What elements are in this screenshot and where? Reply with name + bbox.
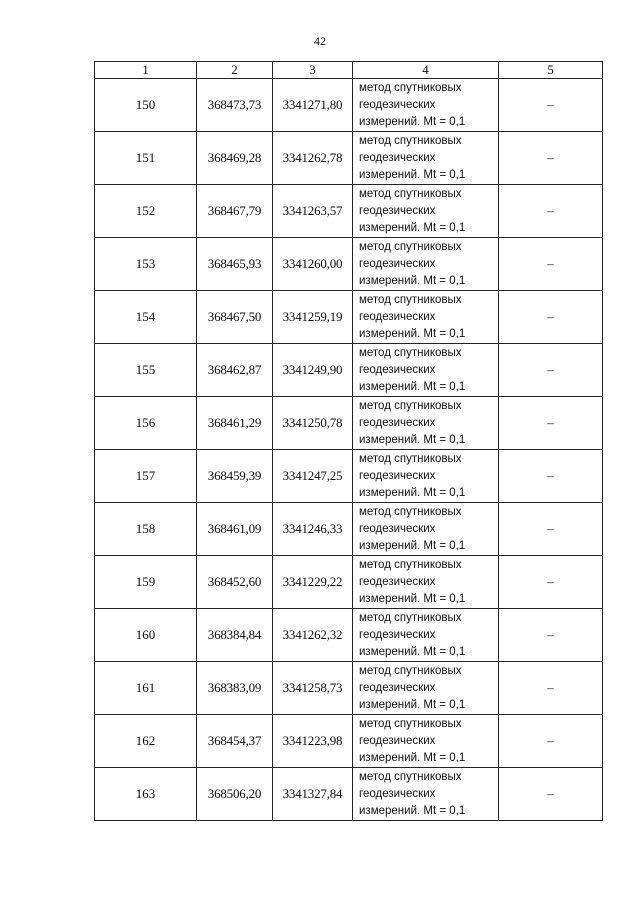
- table-row: [95, 556, 603, 609]
- method-cell: [353, 450, 499, 503]
- method-line: геодезических: [359, 522, 436, 535]
- x-coordinate-cell: 368384,84: [197, 609, 273, 662]
- method-cell: [353, 662, 499, 715]
- point-number-cell: 151: [95, 132, 197, 185]
- x-coordinate-cell: 368452,60: [197, 556, 273, 609]
- point-number-cell: 153: [95, 238, 197, 291]
- column-header-4: 4: [353, 62, 499, 79]
- point-number-cell: 163: [95, 768, 197, 821]
- column-header-5: 5: [499, 62, 603, 79]
- method-cell: [353, 397, 499, 450]
- method-line: измерений. Mt = 0,1: [359, 592, 466, 605]
- y-coordinate-cell: 3341327,84: [273, 768, 353, 821]
- x-coordinate-cell: 368467,79: [197, 185, 273, 238]
- table-row: [95, 715, 603, 768]
- table-row: [95, 238, 603, 291]
- method-line: метод спутниковых: [359, 452, 462, 465]
- table-row: [95, 185, 603, 238]
- page-number: 42: [314, 34, 326, 48]
- note-cell: –: [499, 556, 603, 609]
- y-coordinate-cell: 3341259,19: [273, 291, 353, 344]
- table-header-row: [95, 62, 603, 79]
- method-cell: [353, 79, 499, 132]
- column-header-3: 3: [273, 62, 353, 79]
- table-row: [95, 768, 603, 821]
- method-line: геодезических: [359, 98, 436, 111]
- point-number-cell: 160: [95, 609, 197, 662]
- method-line: измерений. Mt = 0,1: [359, 486, 466, 499]
- note-cell: –: [499, 397, 603, 450]
- method-line: метод спутниковых: [359, 611, 462, 624]
- method-line: геодезических: [359, 469, 436, 482]
- y-coordinate-cell: 3341262,32: [273, 609, 353, 662]
- x-coordinate-cell: 368465,93: [197, 238, 273, 291]
- table-row: [95, 79, 603, 132]
- method-line: геодезических: [359, 734, 436, 747]
- note-cell: –: [499, 768, 603, 821]
- y-coordinate-cell: 3341223,98: [273, 715, 353, 768]
- table-row: [95, 291, 603, 344]
- x-coordinate-cell: 368462,87: [197, 344, 273, 397]
- method-line: метод спутниковых: [359, 134, 462, 147]
- x-coordinate-cell: 368473,73: [197, 79, 273, 132]
- method-line: геодезических: [359, 151, 436, 164]
- y-coordinate-cell: 3341271,80: [273, 79, 353, 132]
- point-number-cell: 152: [95, 185, 197, 238]
- method-line: метод спутниковых: [359, 81, 462, 94]
- note-cell: –: [499, 185, 603, 238]
- point-number-cell: 162: [95, 715, 197, 768]
- method-line: измерений. Mt = 0,1: [359, 804, 466, 817]
- method-line: геодезических: [359, 787, 436, 800]
- method-cell: [353, 238, 499, 291]
- x-coordinate-cell: 368467,50: [197, 291, 273, 344]
- x-coordinate-cell: 368459,39: [197, 450, 273, 503]
- method-line: измерений. Mt = 0,1: [359, 751, 466, 764]
- method-line: измерений. Mt = 0,1: [359, 274, 466, 287]
- method-line: геодезических: [359, 681, 436, 694]
- method-line: метод спутниковых: [359, 770, 462, 783]
- method-line: метод спутниковых: [359, 717, 462, 730]
- note-cell: –: [499, 132, 603, 185]
- method-line: метод спутниковых: [359, 399, 462, 412]
- point-number-cell: 157: [95, 450, 197, 503]
- point-number-cell: 150: [95, 79, 197, 132]
- method-cell: [353, 556, 499, 609]
- table-row: [95, 503, 603, 556]
- x-coordinate-cell: 368383,09: [197, 662, 273, 715]
- method-line: геодезических: [359, 628, 436, 641]
- point-number-cell: 161: [95, 662, 197, 715]
- note-cell: –: [499, 662, 603, 715]
- x-coordinate-cell: 368506,20: [197, 768, 273, 821]
- table-row: [95, 662, 603, 715]
- point-number-cell: 159: [95, 556, 197, 609]
- method-cell: [353, 132, 499, 185]
- point-number-cell: 158: [95, 503, 197, 556]
- method-line: измерений. Mt = 0,1: [359, 698, 466, 711]
- y-coordinate-cell: 3341250,78: [273, 397, 353, 450]
- x-coordinate-cell: 368461,09: [197, 503, 273, 556]
- method-line: измерений. Mt = 0,1: [359, 539, 466, 552]
- note-cell: –: [499, 715, 603, 768]
- method-line: геодезических: [359, 575, 436, 588]
- method-line: измерений. Mt = 0,1: [359, 168, 466, 181]
- y-coordinate-cell: 3341258,73: [273, 662, 353, 715]
- method-cell: [353, 185, 499, 238]
- table-row: [95, 397, 603, 450]
- y-coordinate-cell: 3341249,90: [273, 344, 353, 397]
- note-cell: –: [499, 609, 603, 662]
- y-coordinate-cell: 3341260,00: [273, 238, 353, 291]
- table-row: [95, 450, 603, 503]
- x-coordinate-cell: 368469,28: [197, 132, 273, 185]
- method-line: измерений. Mt = 0,1: [359, 433, 466, 446]
- table-row: [95, 609, 603, 662]
- point-number-cell: 156: [95, 397, 197, 450]
- method-line: метод спутниковых: [359, 187, 462, 200]
- note-cell: –: [499, 503, 603, 556]
- note-cell: –: [499, 238, 603, 291]
- method-line: метод спутниковых: [359, 346, 462, 359]
- method-line: геодезических: [359, 416, 436, 429]
- y-coordinate-cell: 3341246,33: [273, 503, 353, 556]
- method-line: геодезических: [359, 363, 436, 376]
- note-cell: –: [499, 344, 603, 397]
- x-coordinate-cell: 368461,29: [197, 397, 273, 450]
- note-cell: –: [499, 450, 603, 503]
- method-cell: [353, 609, 499, 662]
- note-cell: –: [499, 291, 603, 344]
- table-body: [95, 79, 603, 821]
- method-line: метод спутниковых: [359, 664, 462, 677]
- y-coordinate-cell: 3341229,22: [273, 556, 353, 609]
- method-cell: [353, 715, 499, 768]
- y-coordinate-cell: 3341263,57: [273, 185, 353, 238]
- method-cell: [353, 291, 499, 344]
- method-line: измерений. Mt = 0,1: [359, 380, 466, 393]
- method-line: метод спутниковых: [359, 293, 462, 306]
- method-line: измерений. Mt = 0,1: [359, 221, 466, 234]
- point-number-cell: 154: [95, 291, 197, 344]
- method-line: геодезических: [359, 204, 436, 217]
- column-header-2: 2: [197, 62, 273, 79]
- table-row: [95, 344, 603, 397]
- method-cell: [353, 768, 499, 821]
- method-cell: [353, 344, 499, 397]
- method-line: геодезических: [359, 310, 436, 323]
- method-cell: [353, 503, 499, 556]
- point-number-cell: 155: [95, 344, 197, 397]
- method-line: геодезических: [359, 257, 436, 270]
- note-cell: –: [499, 79, 603, 132]
- x-coordinate-cell: 368454,37: [197, 715, 273, 768]
- method-line: измерений. Mt = 0,1: [359, 327, 466, 340]
- y-coordinate-cell: 3341247,25: [273, 450, 353, 503]
- coordinates-table: [94, 61, 603, 821]
- y-coordinate-cell: 3341262,78: [273, 132, 353, 185]
- column-header-1: 1: [95, 62, 197, 79]
- method-line: метод спутниковых: [359, 505, 462, 518]
- table-row: [95, 132, 603, 185]
- method-line: метод спутниковых: [359, 558, 462, 571]
- method-line: измерений. Mt = 0,1: [359, 645, 466, 658]
- method-line: метод спутниковых: [359, 240, 462, 253]
- method-line: измерений. Mt = 0,1: [359, 115, 466, 128]
